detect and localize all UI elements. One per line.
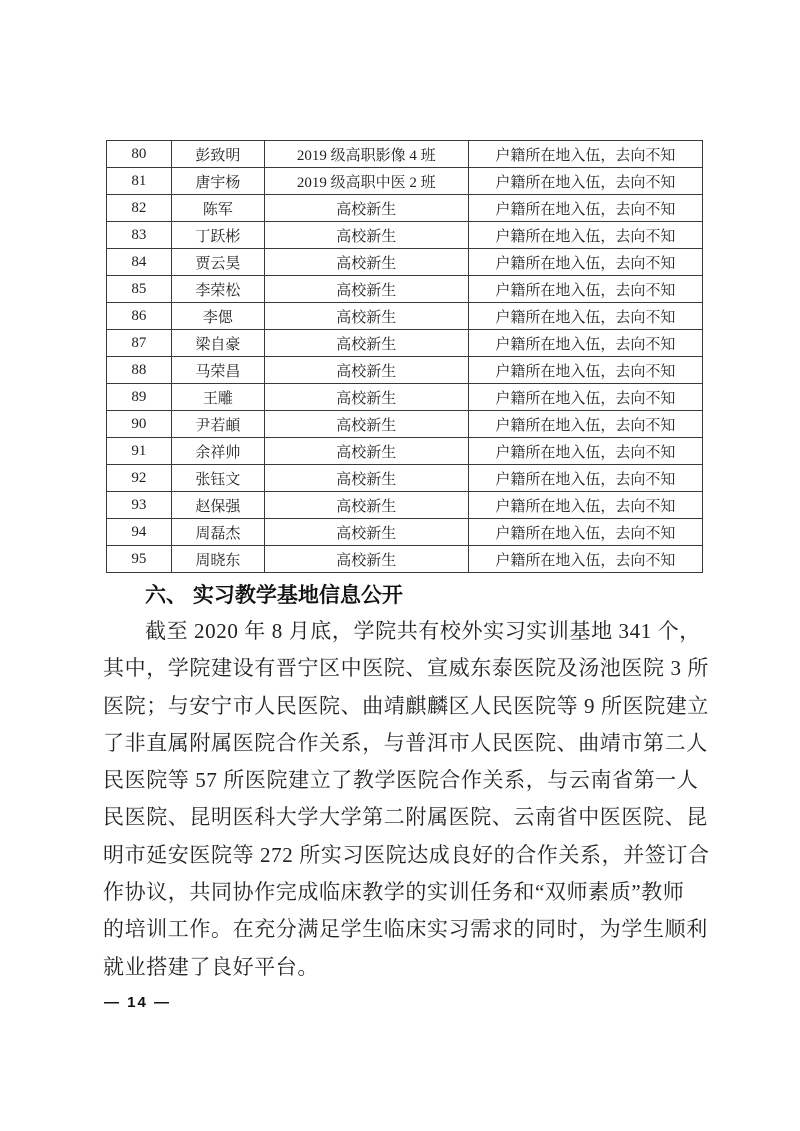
cell-status: 户籍所在地入伍，去向不知 xyxy=(468,303,702,330)
cell-no: 80 xyxy=(107,141,172,168)
cell-name: 李荣松 xyxy=(171,276,264,303)
cell-no: 85 xyxy=(107,276,172,303)
table-row xyxy=(107,195,703,222)
cell-name: 梁自豪 xyxy=(171,330,264,357)
cell-status: 户籍所在地入伍，去向不知 xyxy=(468,465,702,492)
cell-class: 高校新生 xyxy=(264,330,468,357)
paragraph-line: 其中，学院建设有晋宁区中医院、宣威东泰医院及汤池医院 3 所 xyxy=(103,656,709,681)
table-row xyxy=(107,141,703,168)
paragraph-line: 明市延安医院等 272 所实习医院达成良好的合作关系，并签订合 xyxy=(103,842,710,867)
cell-name: 唐宇杨 xyxy=(171,168,264,195)
cell-status: 户籍所在地入伍，去向不知 xyxy=(468,276,702,303)
table-row xyxy=(107,276,703,303)
cell-class: 高校新生 xyxy=(264,276,468,303)
cell-no: 82 xyxy=(107,195,172,222)
cell-status: 户籍所在地入伍，去向不知 xyxy=(468,492,702,519)
paragraph-line: 民医院、昆明医科大学大学第二附属医院、云南省中医医院、昆 xyxy=(103,805,708,830)
cell-class: 高校新生 xyxy=(264,519,468,546)
paragraph-line: 就业搭建了良好平台。 xyxy=(103,954,319,979)
cell-status: 户籍所在地入伍，去向不知 xyxy=(468,168,702,195)
cell-name: 赵保强 xyxy=(171,492,264,519)
cell-no: 94 xyxy=(107,519,172,546)
table-row xyxy=(107,411,703,438)
roster-table-body xyxy=(107,141,703,573)
cell-no: 87 xyxy=(107,330,172,357)
cell-status: 户籍所在地入伍，去向不知 xyxy=(468,195,702,222)
cell-class: 2019 级高职中医 2 班 xyxy=(264,168,468,195)
cell-name: 周晓东 xyxy=(171,546,264,573)
cell-class: 高校新生 xyxy=(264,465,468,492)
cell-no: 89 xyxy=(107,384,172,411)
cell-status: 户籍所在地入伍，去向不知 xyxy=(468,411,702,438)
cell-class: 高校新生 xyxy=(264,492,468,519)
cell-class: 高校新生 xyxy=(264,195,468,222)
cell-class: 高校新生 xyxy=(264,249,468,276)
paragraph-line: 截至 2020 年 8 月底，学院共有校外实习实训基地 341 个， xyxy=(145,619,701,643)
paragraph-line: 民医院等 57 所医院建立了教学医院合作关系，与云南省第一人 xyxy=(103,768,699,793)
cell-status: 户籍所在地入伍，去向不知 xyxy=(468,222,702,249)
cell-name: 周磊杰 xyxy=(171,519,264,546)
paragraph-line: 医院；与安宁市人民医院、曲靖麒麟区人民医院等 9 所医院建立 xyxy=(103,693,709,718)
cell-no: 95 xyxy=(107,546,172,573)
section-heading: 六、 实习教学基地信息公开 xyxy=(145,584,403,607)
table-row xyxy=(107,303,703,330)
cell-class: 高校新生 xyxy=(264,357,468,384)
table-row xyxy=(107,546,703,573)
table-row xyxy=(107,465,703,492)
cell-no: 86 xyxy=(107,303,172,330)
cell-name: 贾云昊 xyxy=(171,249,264,276)
cell-status: 户籍所在地入伍，去向不知 xyxy=(468,519,702,546)
cell-class: 高校新生 xyxy=(264,546,468,573)
paragraph-line: 作协议，共同协作完成临床教学的实训任务和“双师素质”教师 xyxy=(103,880,685,905)
cell-status: 户籍所在地入伍，去向不知 xyxy=(468,330,702,357)
table-row xyxy=(107,330,703,357)
table-row xyxy=(107,519,703,546)
cell-name: 马荣昌 xyxy=(171,357,264,384)
paragraph-line: 的培训工作。在充分满足学生临床实习需求的同时，为学生顺利 xyxy=(103,917,708,942)
table-row xyxy=(107,222,703,249)
cell-name: 陈军 xyxy=(171,195,264,222)
paragraph-line: 了非直属附属医院合作关系，与普洱市人民医院、曲靖市第二人 xyxy=(103,730,708,755)
cell-class: 高校新生 xyxy=(264,222,468,249)
cell-class: 高校新生 xyxy=(264,438,468,465)
cell-class: 高校新生 xyxy=(264,411,468,438)
table-row xyxy=(107,438,703,465)
cell-status: 户籍所在地入伍，去向不知 xyxy=(468,384,702,411)
table-row xyxy=(107,249,703,276)
roster-table xyxy=(106,140,703,573)
cell-name: 张钰文 xyxy=(171,465,264,492)
cell-no: 83 xyxy=(107,222,172,249)
cell-class: 2019 级高职影像 4 班 xyxy=(264,141,468,168)
cell-name: 王雕 xyxy=(171,384,264,411)
cell-name: 丁跃彬 xyxy=(171,222,264,249)
cell-status: 户籍所在地入伍，去向不知 xyxy=(468,141,702,168)
cell-no: 92 xyxy=(107,465,172,492)
table-row xyxy=(107,384,703,411)
cell-status: 户籍所在地入伍，去向不知 xyxy=(468,357,702,384)
cell-no: 81 xyxy=(107,168,172,195)
cell-no: 93 xyxy=(107,492,172,519)
cell-class: 高校新生 xyxy=(264,384,468,411)
table-row xyxy=(107,168,703,195)
table-row xyxy=(107,492,703,519)
cell-no: 84 xyxy=(107,249,172,276)
cell-status: 户籍所在地入伍，去向不知 xyxy=(468,249,702,276)
table-row xyxy=(107,357,703,384)
cell-status: 户籍所在地入伍，去向不知 xyxy=(468,546,702,573)
cell-no: 90 xyxy=(107,411,172,438)
cell-class: 高校新生 xyxy=(264,303,468,330)
cell-name: 彭致明 xyxy=(171,141,264,168)
cell-no: 91 xyxy=(107,438,172,465)
page-number: — 14 — xyxy=(104,994,172,1011)
cell-name: 尹若頔 xyxy=(171,411,264,438)
cell-status: 户籍所在地入伍，去向不知 xyxy=(468,438,702,465)
cell-no: 88 xyxy=(107,357,172,384)
cell-name: 李偲 xyxy=(171,303,264,330)
section-paragraph xyxy=(103,613,721,986)
cell-name: 余祥帅 xyxy=(171,438,264,465)
